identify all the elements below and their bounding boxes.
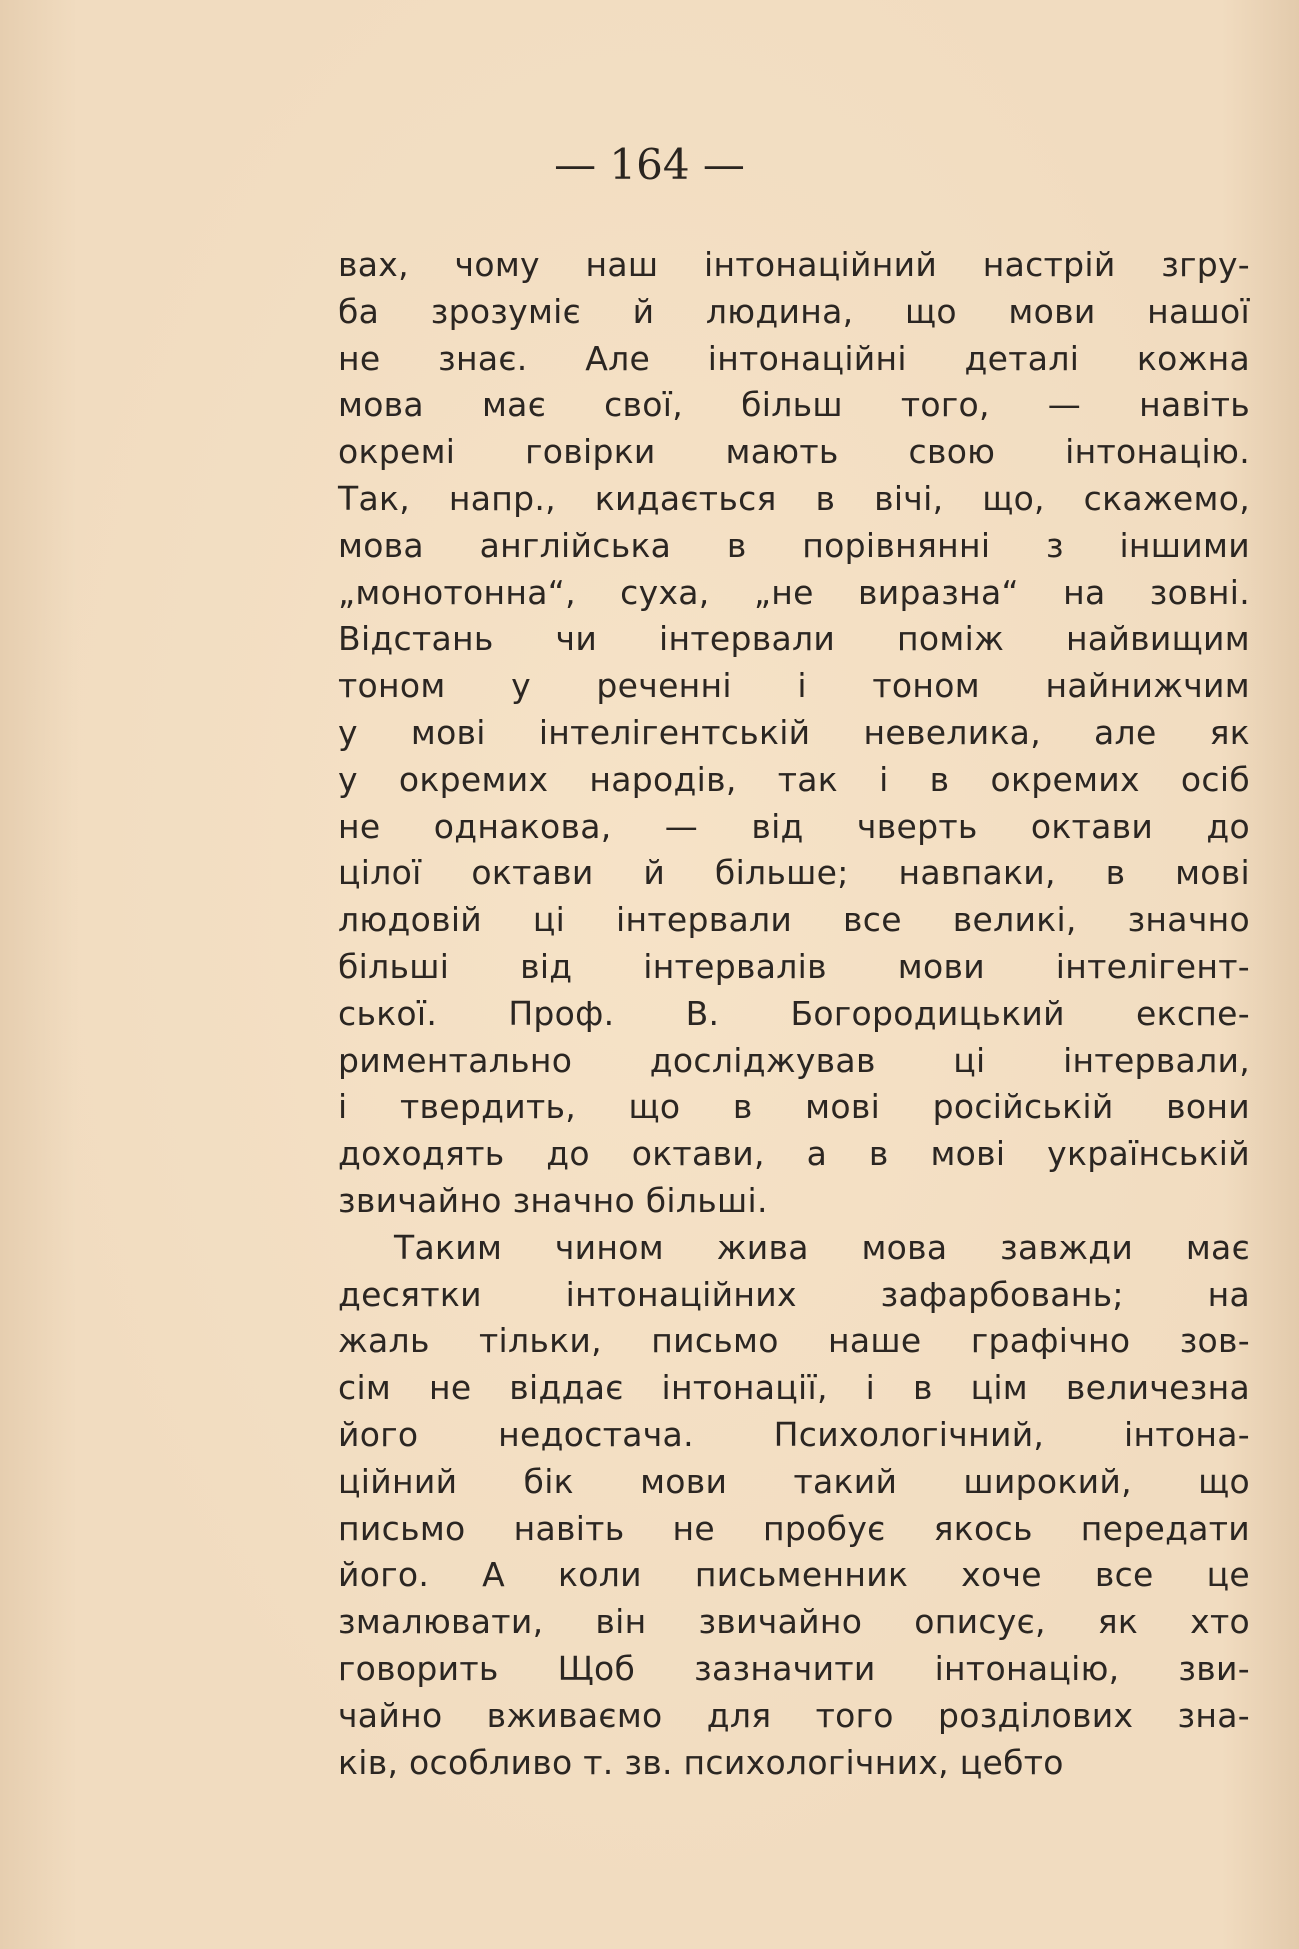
text-line: звичайно значно більші. (338, 1180, 768, 1220)
text-line: мова англійська в порівнянні з іншими (338, 525, 1250, 565)
text-line: ської. Проф. В. Богородицький експе- (338, 993, 1250, 1033)
paragraph (338, 1225, 1250, 1787)
text-line: тоном у реченні і тоном найнижчим (338, 666, 1250, 706)
text-line: його. А коли письменник хоче все це (338, 1555, 1250, 1595)
text-line: більші від інтервалів мови інтелігент- (338, 946, 1250, 986)
text-line: окремі говірки мають свою інтонацію. (338, 432, 1250, 472)
text-line: письмо навіть не пробує якось передати (338, 1508, 1250, 1548)
text-line: чайно вживаємо для того розділових зна- (338, 1695, 1250, 1735)
text-line: „монотонна“, суха, „не виразна“ на зовні. (338, 572, 1250, 612)
text-line: ційний бік мови такий широкий, що (338, 1461, 1250, 1501)
text-line: мова має свої, більш того, — навіть (338, 385, 1250, 425)
text-line: сім не віддає інтонації, і в цім величезна (338, 1368, 1250, 1408)
text-line: десятки інтонаційних зафарбовань; на (338, 1274, 1250, 1314)
text-line: у мові інтелігентській невелика, але як (338, 712, 1250, 752)
text-line: і твердить, що в мові російській вони (338, 1087, 1250, 1127)
text-line: доходять до октави, а в мові українській (338, 1134, 1250, 1174)
text-line: риментально досліджував ці інтервали, (338, 1040, 1250, 1080)
text-line: цілої октави й більше; навпаки, в мові (338, 853, 1250, 893)
text-line: говорить Щоб зазначити інтонацію, зви- (338, 1648, 1250, 1688)
text-line: ба зрозуміє й людина, що мови нашої (338, 291, 1250, 331)
text-line: Так, напр., кидається в вічі, що, скажемо, (338, 478, 1250, 518)
text-line: вах, чому наш інтонаційний настрій згру- (338, 245, 1250, 284)
text-line: людовій ці інтервали все великі, значно (338, 900, 1250, 940)
text-line: жаль тільки, письмо наше графічно зов- (338, 1321, 1250, 1361)
text-line: його недостача. Психологічний, інтона- (338, 1414, 1250, 1454)
paragraph (338, 242, 1250, 1225)
page-number: — 164 — (554, 140, 745, 189)
text-line: Таким чином жива мова завжди має (394, 1227, 1250, 1267)
text-line: Відстань чи інтервали поміж найвищим (338, 619, 1250, 659)
text-line: не однакова, — від чверть октави до (338, 806, 1250, 846)
body-text (338, 242, 1250, 1786)
text-line: ків, особливо т. зв. психологічних, цебто (338, 1742, 1064, 1782)
text-line: не знає. Але інтонаційні деталі кожна (338, 338, 1250, 378)
text-line: у окремих народів, так і в окремих осіб (338, 759, 1250, 799)
text-line: змалювати, він звичайно описує, як хто (338, 1602, 1250, 1642)
